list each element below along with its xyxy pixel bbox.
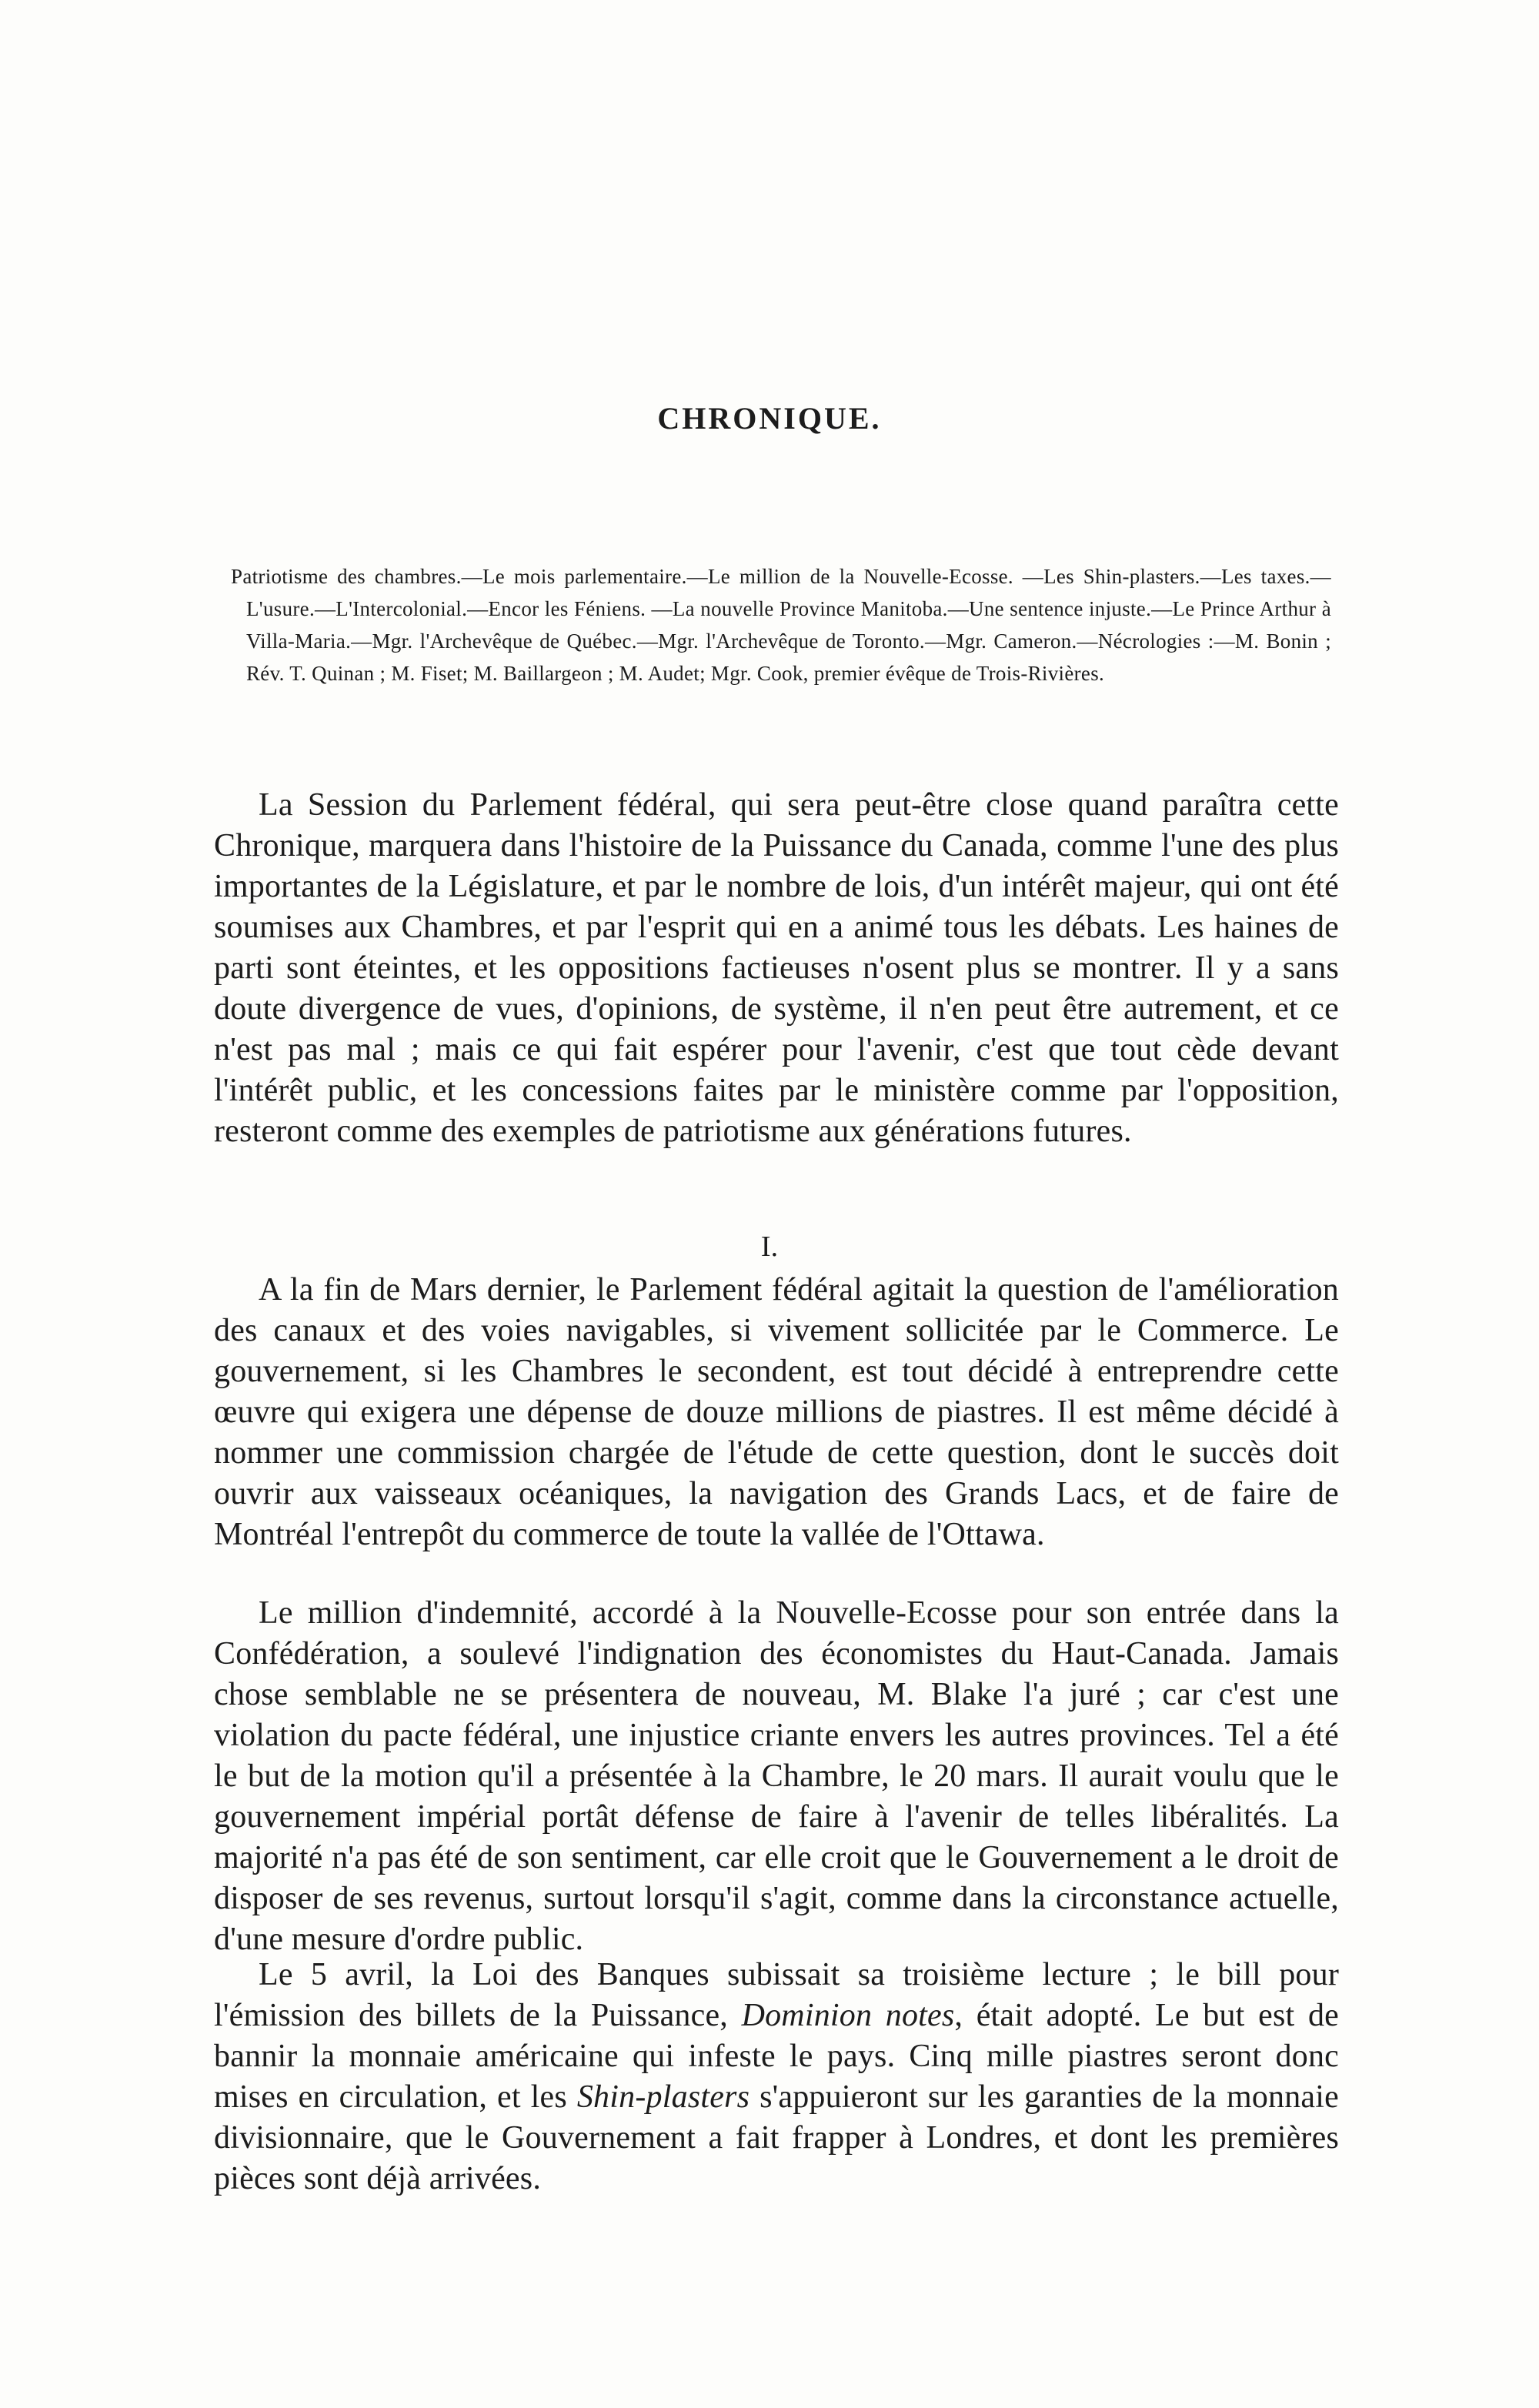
page-title: CHRONIQUE. <box>657 401 882 436</box>
paragraph-4-part-b: , était adopté. Le but est de bannir la monnaie américaine qui infeste le pays. Cinq mille piastres seront donc mises en circulation, et les <box>214 1998 1339 2115</box>
shin-plasters-emphasis: Shin-plasters <box>576 2079 750 2115</box>
section-number: I. <box>760 1231 779 1263</box>
paragraph-2 <box>214 1270 1339 1555</box>
chapter-summary: Patriotisme des chambres.—Le mois parlementaire.—Le million de la Nouvelle-Ecosse. —Les Shin-plasters.—Les taxes.—L'usure.—L'Intercolonial.—Encor les Féniens. —La nouvelle Province Manitoba.—Une sentence injuste.—Le Prince Arthur à Villa-Maria.—Mgr. l'Archevêque de Québec.—Mgr. l'Archevêque de Toronto.—Mgr. Cameron.—Nécrologies :—M. Bonin ; Rév. T. Quinan ; M. Fiset; M. Baillargeon ; M. Audet; Mgr. Cook, premier évêque de Trois-Rivières. <box>231 565 1331 685</box>
paragraph-2-text: A la fin de Mars dernier, le Parlement fédéral agitait la question de l'amélioration des canaux et des voies navigables, si vivement sollicitée par le Commerce. Le gouvernement, si les Chambres le secondent, est tout décidé à entreprendre cette œuvre qui exigera une dépense de douze millions de piastres. Il est même décidé à nommer une commission chargée de l'étude de cette question, dont le succès doit ouvrir aux vaisseaux océaniques, la navigation des Grands Lacs, et de faire de Montréal l'entrepôt du commerce de toute la vallée de l'Ottawa. <box>214 1272 1339 1552</box>
paragraph-3 <box>214 1593 1339 1960</box>
paragraph-4-part-c: s'appuieront sur les garanties de la monnaie divisionnaire, que le Gouvernement a fait frapper à Londres, et dont les premières pièces sont déjà arrivées. <box>214 2079 1339 2196</box>
paragraph-4-part-a: Le 5 avril, la Loi des Banques subissait sa troisième lecture ; le bill pour l'émission des billets de la Puissance, <box>214 1957 1339 2033</box>
paragraph-3-text: Le million d'indemnité, accordé à la Nouvelle-Ecosse pour son entrée dans la Confédération, a soulevé l'indignation des économistes du Haut-Canada. Jamais chose semblable ne se présentera de nouveau, M. Blake l'a juré ; car c'est une violation du pacte fédéral, une injustice criante envers les autres provinces. Tel a été le but de la motion qu'il a présentée à la Chambre, le 20 mars. Il aurait voulu que le gouvernement impérial portât défense de faire à l'avenir de telles libéralités. La majorité n'a pas été de son sentiment, car elle croit que le Gouvernement a le droit de disposer de ses revenus, surtout lorsqu'il s'agit, comme dans la circonstance actuelle, d'une mesure d'ordre public. <box>214 1595 1339 1957</box>
paragraph-1-text: La Session du Parlement fédéral, qui sera peut-être close quand paraîtra cette Chronique, marquera dans l'histoire de la Puissance du Canada, comme l'une des plus importantes de la Législature, et par le nombre de lois, d'un intérêt majeur, qui ont été soumises aux Chambres, et par l'esprit qui en a animé tous les débats. Les haines de parti sont éteintes, et les oppositions factieuses n'osent plus se montrer. Il y a sans doute divergence de vues, d'opinions, de système, il n'en peut être autrement, et ce n'est pas mal ; mais ce qui fait espérer pour l'avenir, c'est que tout cède devant l'intérêt public, et les concessions faites par le ministère comme par l'opposition, resteront comme des exemples de patriotisme aux générations futures. <box>214 787 1339 1149</box>
paragraph-1 <box>214 785 1339 1152</box>
paragraph-4 <box>214 1955 1339 2199</box>
dominion-notes-emphasis: Dominion notes <box>741 1998 955 2033</box>
paragraph-4-text <box>214 1955 1339 2199</box>
